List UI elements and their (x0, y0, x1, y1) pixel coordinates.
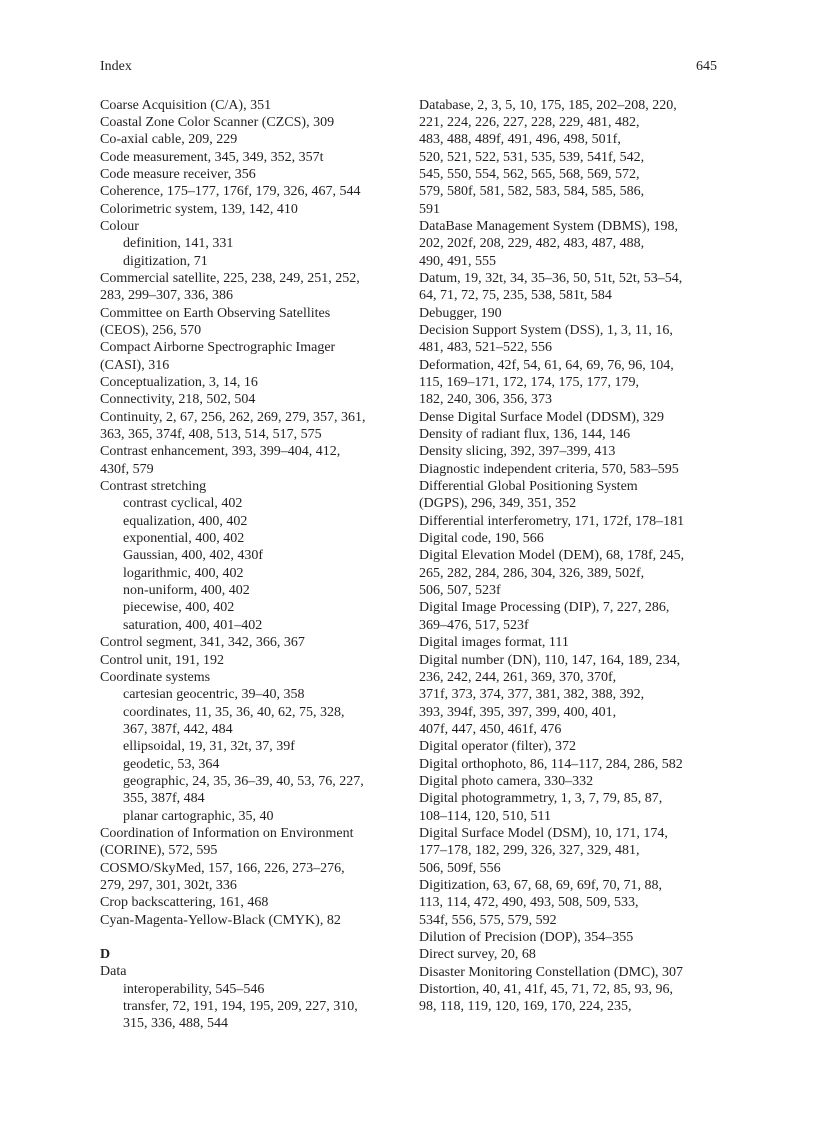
index-entry (419, 790, 722, 825)
index-entry (419, 981, 722, 1016)
entry-line: Conceptualization, 3, 14, 16 (100, 375, 258, 390)
entry-line: ellipsoidal, 19, 31, 32t, 37, 39f (123, 739, 295, 755)
index-subentry (100, 565, 400, 582)
index-subentry (100, 582, 400, 599)
index-entry (419, 478, 722, 513)
entry-line: 355, 387f, 484 (123, 791, 205, 807)
entry-line: transfer, 72, 191, 194, 195, 209, 227, 310, (123, 999, 358, 1015)
entry-line: Coordinate systems (100, 669, 211, 685)
index-entry (100, 912, 400, 929)
index-subentry (100, 253, 400, 270)
index-subentry (100, 756, 400, 773)
index-entry (419, 599, 722, 634)
entry-line: digitization, 71 (123, 253, 208, 269)
index-entry (100, 218, 400, 235)
entry-line: 506, 507, 523f (419, 583, 501, 599)
index-entry (419, 877, 722, 929)
index-entry (100, 166, 400, 183)
entry-line: 369–476, 517, 523f (419, 617, 529, 633)
entry-line: 481, 483, 521–522, 556 (419, 340, 552, 356)
entry-line: Digital Image Processing (DIP), 7, 227, 286, (419, 600, 670, 616)
entry-line: Digital photogrammetry, 1, 3, 7, 79, 85, 87, (419, 791, 663, 807)
entry-line: 177–178, 182, 299, 326, 327, 329, 481, (419, 843, 640, 859)
entry-line: 236, 242, 244, 261, 369, 370, 370f, (419, 669, 617, 685)
entry-line: Committee on Earth Observing Satellites (100, 305, 331, 321)
index-entry (100, 114, 400, 131)
entry-line: geodetic, 53, 364 (123, 756, 220, 772)
entry-line: 283, 299–307, 336, 386 (100, 288, 233, 304)
entry-line: cartesian geocentric, 39–40, 358 (123, 687, 305, 703)
index-entry (100, 963, 400, 980)
entry-line: Digital orthophoto, 86, 114–117, 284, 286, 582 (419, 756, 683, 772)
entry-line: 221, 224, 226, 227, 228, 229, 481, 482, (419, 114, 640, 130)
index-column-right (419, 97, 722, 1016)
index-entry (100, 305, 400, 340)
entry-line: Differential interferometry, 171, 172f, 178–181 (419, 513, 685, 529)
entry-line: Density slicing, 392, 397–399, 413 (419, 444, 616, 460)
entry-line: DataBase Management System (DBMS), 198, (419, 218, 678, 234)
index-entry (419, 218, 722, 270)
entry-line: Diagnostic independent criteria, 570, 583–595 (419, 461, 679, 477)
index-entry (419, 97, 722, 218)
entry-line: equalization, 400, 402 (123, 513, 248, 529)
entry-line: Commercial satellite, 225, 238, 249, 251, 252, (100, 270, 360, 286)
entry-line: Code measure receiver, 356 (100, 166, 256, 182)
index-entry (419, 513, 722, 530)
index-entry (100, 339, 400, 374)
entry-line: Direct survey, 20, 68 (419, 947, 536, 963)
entry-line: Digitization, 63, 67, 68, 69, 69f, 70, 71, 88, (419, 877, 663, 893)
entry-line: COSMO/SkyMed, 157, 166, 226, 273–276, (100, 860, 345, 876)
entry-line: 545, 550, 554, 562, 565, 568, 569, 572, (419, 166, 640, 182)
index-entry (419, 756, 722, 773)
index-entry (419, 305, 722, 322)
entry-line: geographic, 24, 35, 36–39, 40, 53, 76, 227, (123, 773, 364, 789)
entry-line: 315, 336, 488, 544 (123, 1016, 228, 1032)
index-subentry (100, 513, 400, 530)
entry-line: Density of radiant flux, 136, 144, 146 (419, 427, 631, 443)
index-entry (100, 443, 400, 478)
index-entry (419, 461, 722, 478)
entry-line: interoperability, 545–546 (123, 981, 265, 997)
index-subentry (100, 998, 400, 1033)
index-entry (100, 270, 400, 305)
entry-line: Digital images format, 111 (419, 635, 569, 651)
entry-line: Datum, 19, 32t, 34, 35–36, 50, 51t, 52t, 53–54, (419, 270, 683, 286)
entry-line: 579, 580f, 581, 582, 583, 584, 585, 586, (419, 184, 645, 200)
index-entry (419, 270, 722, 305)
entry-line: Gaussian, 400, 402, 430f (123, 548, 263, 564)
index-entry (419, 825, 722, 877)
index-entry (419, 929, 722, 946)
entry-line: Control unit, 191, 192 (100, 652, 225, 668)
entry-line: 115, 169–171, 172, 174, 175, 177, 179, (419, 375, 639, 390)
entry-line: planar cartographic, 35, 40 (123, 808, 274, 824)
entry-line: contrast cyclical, 402 (123, 496, 243, 512)
entry-line: Coordination of Information on Environment (100, 825, 354, 841)
index-entry (100, 860, 400, 895)
entry-line: 108–114, 120, 510, 511 (419, 808, 551, 824)
entry-line: Digital Elevation Model (DEM), 68, 178f, 245, (419, 548, 685, 564)
entry-line: Contrast enhancement, 393, 399–404, 412, (100, 444, 341, 460)
index-entry (419, 322, 722, 357)
entry-line: Dilution of Precision (DOP), 354–355 (419, 930, 634, 945)
entry-line: Digital photo camera, 330–332 (419, 773, 594, 789)
entry-line: Coastal Zone Color Scanner (CZCS), 309 (100, 114, 335, 130)
index-subentry (100, 235, 400, 252)
entry-line: Digital number (DN), 110, 147, 164, 189, 234, (419, 652, 681, 668)
entry-line: 371f, 373, 374, 377, 381, 382, 388, 392, (419, 687, 645, 703)
entry-line: Colorimetric system, 139, 142, 410 (100, 201, 298, 217)
index-entry (100, 391, 400, 408)
entry-line: Crop backscattering, 161, 468 (100, 895, 269, 911)
entry-line: (DGPS), 296, 349, 351, 352 (419, 496, 577, 512)
entry-line: 483, 488, 489f, 491, 496, 498, 501f, (419, 132, 621, 148)
index-subentry (100, 704, 400, 739)
entry-line: (CASI), 316 (100, 357, 170, 373)
index-subentry (100, 686, 400, 703)
entry-line: (CEOS), 256, 570 (100, 322, 202, 338)
index-entry (419, 946, 722, 963)
entry-line: coordinates, 11, 35, 36, 40, 62, 75, 328, (123, 704, 345, 720)
index-subentry (100, 530, 400, 547)
index-subentry (100, 547, 400, 564)
entry-line: Control segment, 341, 342, 366, 367 (100, 635, 305, 651)
index-entry (419, 964, 722, 981)
index-entry (100, 669, 400, 686)
entry-line: Deformation, 42f, 54, 61, 64, 69, 76, 96, 104, (419, 357, 674, 373)
entry-line: piecewise, 400, 402 (123, 600, 235, 616)
entry-line: 113, 114, 472, 490, 493, 508, 509, 533, (419, 895, 639, 911)
index-subentry (100, 738, 400, 755)
entry-line: 367, 387f, 442, 484 (123, 721, 233, 737)
index-subentry (100, 599, 400, 616)
index-entry (419, 443, 722, 460)
entry-line: 506, 509f, 556 (419, 860, 501, 876)
entry-line: Code measurement, 345, 349, 352, 357t (100, 149, 324, 165)
entry-line: Cyan-Magenta-Yellow-Black (CMYK), 82 (100, 912, 341, 928)
entry-line: Contrast stretching (100, 479, 207, 495)
entry-line: saturation, 400, 401–402 (123, 617, 263, 633)
index-entry (419, 426, 722, 443)
entry-line: Co-axial cable, 209, 229 (100, 132, 238, 148)
entry-line: Compact Airborne Spectrographic Imager (100, 340, 336, 356)
entry-line: definition, 141, 331 (123, 236, 234, 252)
entry-line: (CORINE), 572, 595 (100, 843, 218, 859)
index-entry (419, 634, 722, 651)
entry-line: Coherence, 175–177, 176f, 179, 326, 467, 544 (100, 184, 361, 200)
entry-line: Coarse Acquisition (C/A), 351 (100, 97, 272, 113)
entry-line: Differential Global Positioning System (419, 479, 638, 495)
entry-line: 534f, 556, 575, 579, 592 (419, 912, 557, 928)
entry-line: Dense Digital Surface Model (DDSM), 329 (419, 409, 664, 425)
index-subentry (100, 808, 400, 825)
index-entry (100, 409, 400, 444)
entry-line: 407f, 447, 450, 461f, 476 (419, 721, 562, 737)
entry-line: 363, 365, 374f, 408, 513, 514, 517, 575 (100, 427, 322, 443)
running-head-title: Index (100, 59, 132, 74)
entry-line: Database, 2, 3, 5, 10, 175, 185, 202–208, 220, (419, 97, 677, 113)
index-subentry (100, 981, 400, 998)
index-entry (100, 374, 400, 391)
section-gap (100, 929, 400, 946)
entry-line: 98, 118, 119, 120, 169, 170, 224, 235, (419, 999, 632, 1015)
entry-line: Digital Surface Model (DSM), 10, 171, 174, (419, 825, 668, 841)
index-entry (100, 131, 400, 148)
entry-line: Distortion, 40, 41, 41f, 45, 71, 72, 85, 93, 96, (419, 982, 673, 998)
entry-line: Digital operator (filter), 372 (419, 739, 577, 755)
entry-line: 520, 521, 522, 531, 535, 539, 541f, 542, (419, 149, 645, 165)
entry-line: exponential, 400, 402 (123, 531, 245, 547)
index-entry (419, 409, 722, 426)
index-entry (100, 97, 400, 114)
entry-line: Continuity, 2, 67, 256, 262, 269, 279, 357, 361, (100, 409, 366, 425)
index-subentry (100, 495, 400, 512)
entry-line: 393, 394f, 395, 397, 399, 400, 401, (419, 704, 617, 720)
entry-line: Data (100, 964, 127, 980)
entry-line: 430f, 579 (100, 461, 154, 477)
index-entry (100, 149, 400, 166)
entry-line: non-uniform, 400, 402 (123, 583, 250, 599)
entry-line: Disaster Monitoring Constellation (DMC), 307 (419, 964, 684, 980)
index-entry (100, 825, 400, 860)
index-entry (419, 738, 722, 755)
section-letter (100, 946, 400, 963)
index-entry (100, 634, 400, 651)
entry-line: Debugger, 190 (419, 305, 502, 321)
entry-line: 265, 282, 284, 286, 304, 326, 389, 502f, (419, 565, 645, 581)
index-entry (419, 652, 722, 739)
index-entry (419, 547, 722, 599)
index-subentry (100, 617, 400, 634)
index-subentry (100, 773, 400, 808)
index-entry (100, 478, 400, 495)
entry-line: Connectivity, 218, 502, 504 (100, 392, 256, 408)
entry-line: Colour (100, 218, 139, 234)
entry-line: D (100, 947, 111, 962)
index-entry (419, 357, 722, 409)
index-column-left (100, 97, 400, 1033)
entry-line: 279, 297, 301, 302t, 336 (100, 877, 237, 893)
index-entry (100, 652, 400, 669)
entry-line: 490, 491, 555 (419, 253, 496, 269)
entry-line: 182, 240, 306, 356, 373 (419, 392, 552, 408)
entry-line: Digital code, 190, 566 (419, 531, 544, 547)
entry-line: logarithmic, 400, 402 (123, 565, 244, 581)
index-entry (419, 773, 722, 790)
index-entry (100, 183, 400, 200)
entry-line: 64, 71, 72, 75, 235, 538, 581t, 584 (419, 288, 612, 304)
entry-line: 202, 202f, 208, 229, 482, 483, 487, 488, (419, 236, 645, 252)
entry-line: Decision Support System (DSS), 1, 3, 11, 16, (419, 322, 673, 338)
index-entry (100, 201, 400, 218)
entry-line: 591 (419, 201, 440, 217)
page-number: 645 (696, 59, 717, 74)
index-entry (100, 894, 400, 911)
index-entry (419, 530, 722, 547)
